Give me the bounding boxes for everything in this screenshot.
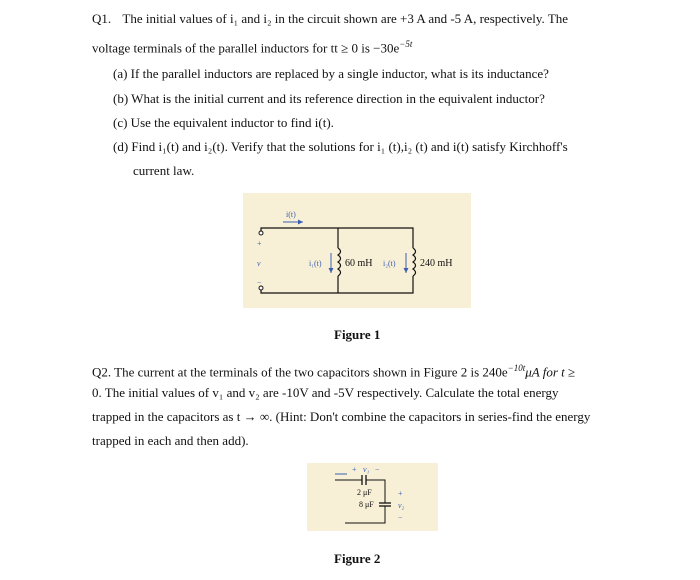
q1-number: Q1. [92,11,112,26]
figure-2-c1: 2 μF [357,488,372,497]
q1-exponent: −5t [399,39,413,49]
q1-part-d-cont: current law. [133,163,195,178]
figure-2-c2: 8 μF [359,500,374,509]
q1-line-2 [92,36,412,56]
q2-line-1 [92,360,575,380]
figure-1-l1-label: 60 mH [345,258,373,269]
figure-1-i2-label: i₂(t) [383,259,396,268]
q1-part-a: (a) If the parallel inductors are replaced by a single inductor, what is its inductance? [113,66,549,81]
figure-2-plus-right: + [398,489,403,498]
i1-arrow-head [329,268,334,273]
q1-part-d: (d) Find i₁(t) and i₂(t). Verify that the solutions for i₁ (t),i₂ (t) and i(t) satisfy Kirchhoff's [113,139,568,154]
i2-arrow-head [404,268,409,273]
figure-2-svg [307,463,438,531]
q2-text-1-tail: μA for t ≥ [525,364,576,380]
q1-part-c: (c) Use the equivalent inductor to find i(t). [113,115,334,130]
terminal-top [259,231,263,235]
q1-text-2: voltage terminals of the parallel inductors for tt ≥ 0 is −30e [92,40,400,56]
figure-1-svg [243,193,471,308]
figure-1-current-label: i(t) [286,210,296,219]
figure-1-minus: − [257,278,262,287]
q1-line-1 [92,11,568,27]
figure-1-plus: + [257,239,262,248]
figure-2-v1: v₁ [363,465,370,474]
figure-2-caption: Figure 2 [334,551,381,566]
figure-2-circuit [307,463,438,531]
figure-2-plus-top: + [352,465,357,474]
figure-1-circuit [243,193,471,308]
figure-1-i1-label: i₁(t) [309,259,322,268]
q2-exponent: −10t [507,363,526,373]
current-arrow-head [298,220,303,225]
figure-1-l2-label: 240 mH [420,258,453,269]
q2-line-2: 0. The initial values of v₁ and v₂ are -10V and -5V respectively. Calculate the total energy [92,385,559,400]
q1-text-1: The initial values of i₁ and i₂ in the circuit shown are +3 A and -5 A, respectively. The [122,11,569,26]
q2-text-1: Q2. The current at the terminals of the two capacitors shown in Figure 2 is 240e [92,364,508,380]
figure-2-v2: v₂ [398,501,405,510]
q1-part-b: (b) What is the initial current and its reference direction in the equivalent inductor? [113,91,545,106]
figure-2-minus-top: − [375,465,380,474]
figure-1-v: v [257,259,261,268]
q2-line-4: trapped in each and then add). [92,433,249,448]
figure-1-caption: Figure 1 [334,327,381,342]
figure-2-minus-right: − [398,513,403,522]
q2-line-3: trapped in the capacitors as t → ∞. (Hint: Don't combine the capacitors in series-find the energy [92,409,591,424]
